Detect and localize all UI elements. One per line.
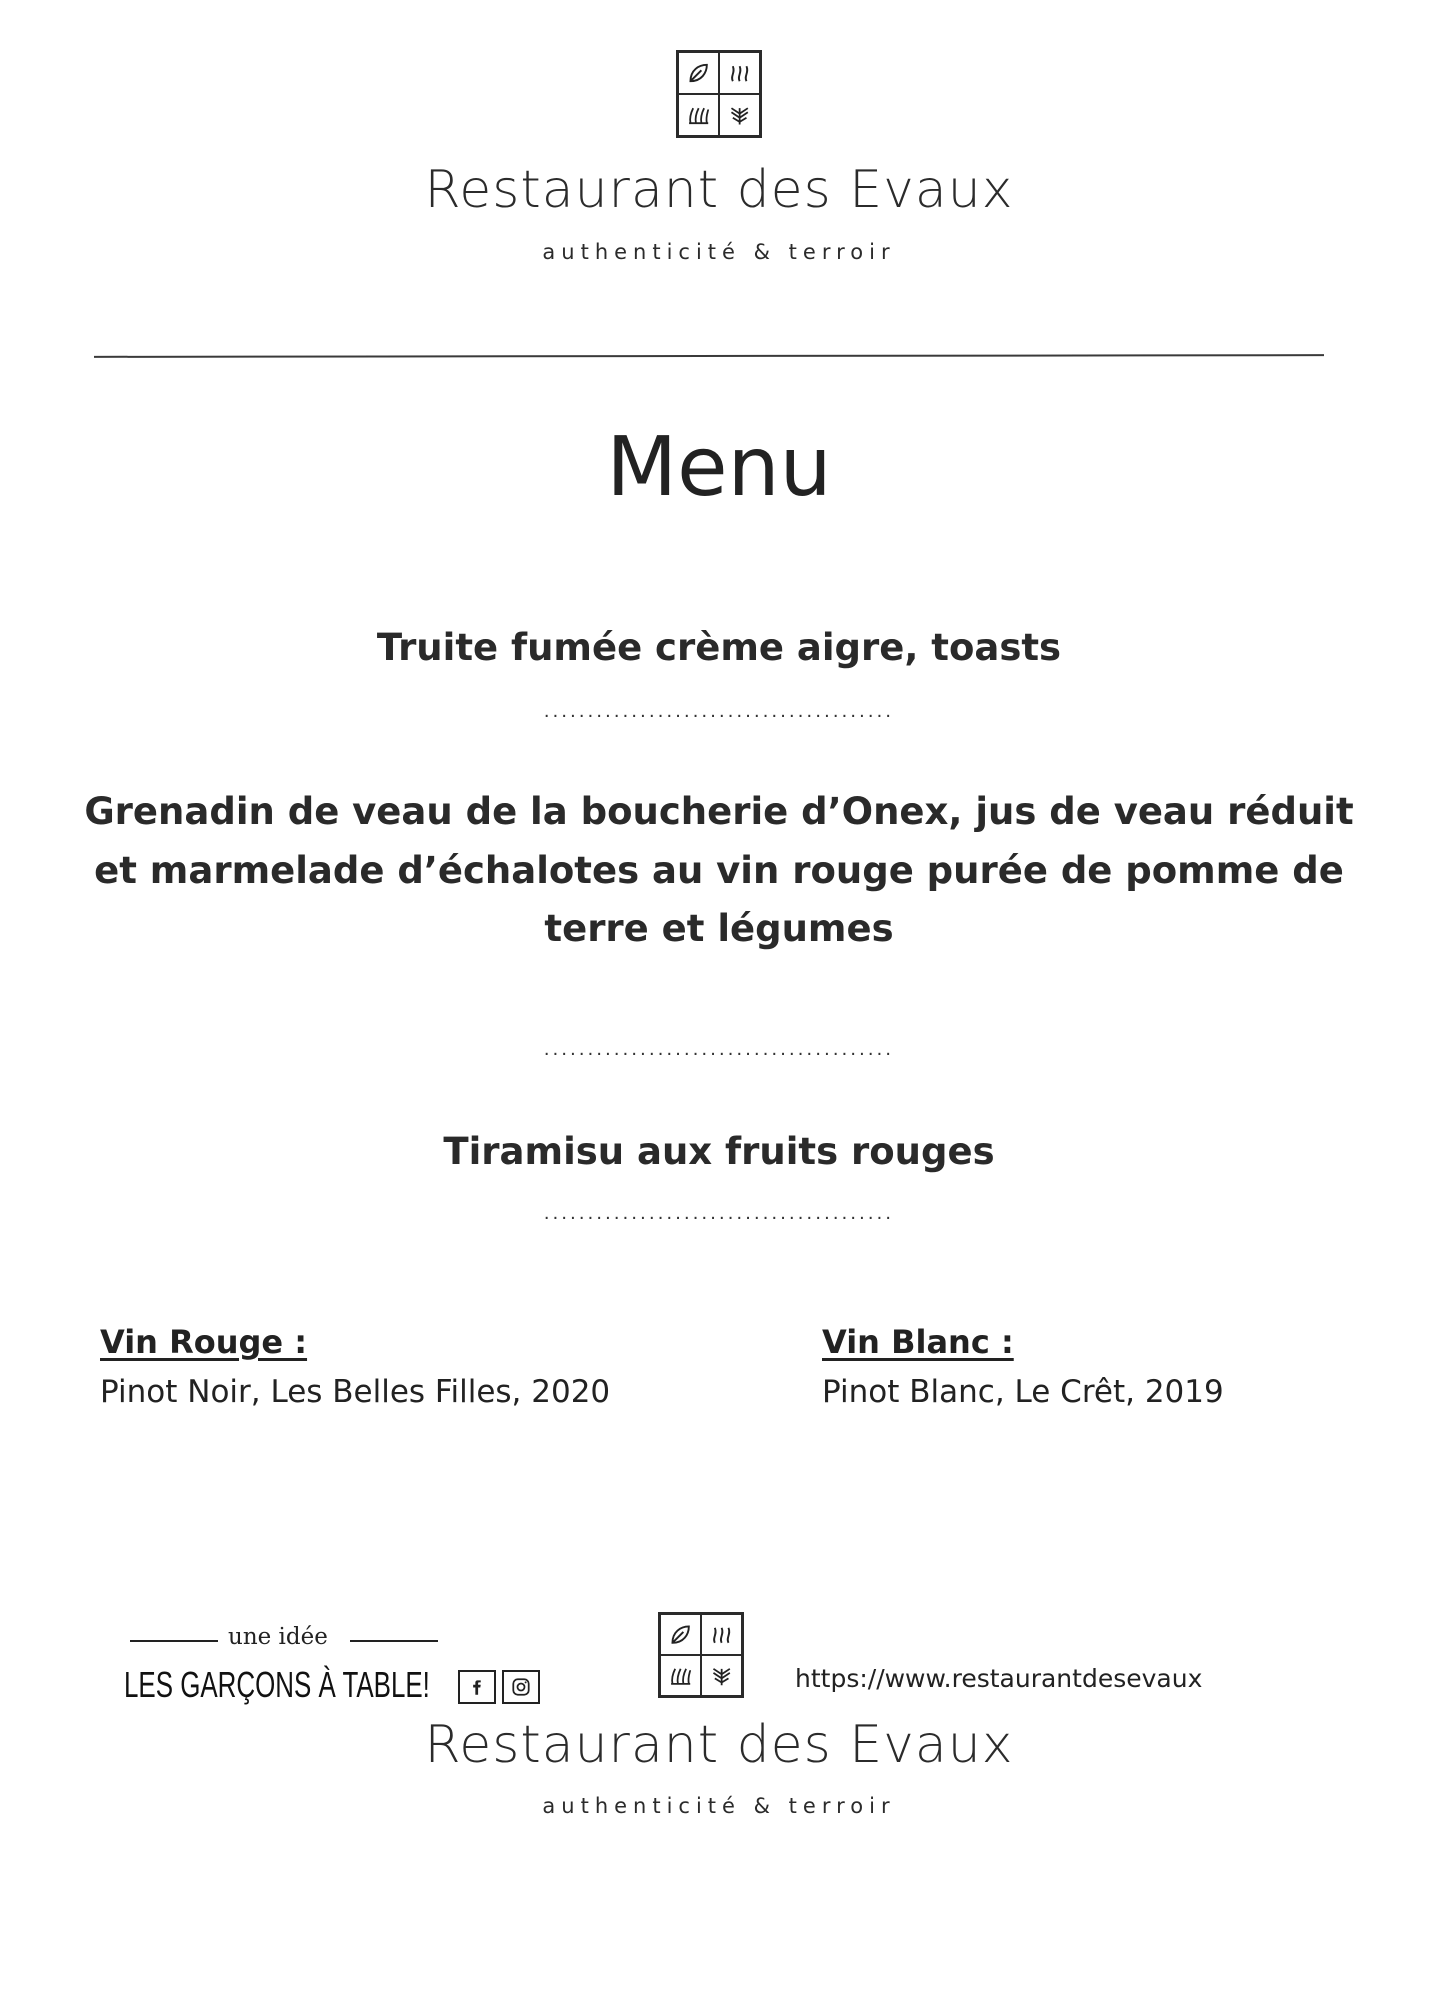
course-main-line-1: Grenadin de veau de la boucherie d’Onex, jus de veau réduit <box>84 790 1354 833</box>
wheat-icon <box>678 94 719 136</box>
header-tagline: authenticité & terroir <box>542 240 896 264</box>
header-divider <box>94 354 1324 358</box>
separator: ........................................ <box>543 1202 895 1224</box>
white-wine-heading: Vin Blanc : <box>822 1323 1014 1361</box>
idea-label: une idée <box>228 1624 328 1650</box>
grass-icon <box>719 94 760 136</box>
red-wine-heading: Vin Rouge : <box>100 1323 308 1361</box>
separator: ........................................ <box>543 700 895 722</box>
menu-title: Menu <box>606 420 832 515</box>
footer-tagline: authenticité & terroir <box>542 1794 896 1818</box>
partner-name: LES GARÇONS À TABLE! <box>124 1664 430 1705</box>
website-link[interactable]: https://www.restaurantdesevaux <box>795 1664 1203 1693</box>
header-brand: Restaurant des Evaux <box>424 160 1014 220</box>
instagram-icon[interactable] <box>502 1670 540 1704</box>
leaf-icon <box>660 1614 701 1655</box>
steam-icon <box>719 52 760 94</box>
course-starter: Truite fumée crème aigre, toasts <box>376 626 1062 669</box>
steam-icon <box>701 1614 742 1655</box>
facebook-icon[interactable] <box>458 1670 496 1704</box>
wheat-icon <box>660 1655 701 1696</box>
restaurant-logo <box>676 50 762 138</box>
course-dessert: Tiramisu aux fruits rouges <box>443 1130 995 1173</box>
course-main-line-3: terre et légumes <box>544 907 894 950</box>
footer-logo <box>658 1612 744 1698</box>
idea-divider-right <box>350 1640 438 1642</box>
separator: ........................................ <box>543 1038 895 1060</box>
course-main-line-2: et marmelade d’échalotes au vin rouge purée de pomme de <box>94 849 1344 892</box>
grass-icon <box>701 1655 742 1696</box>
leaf-icon <box>678 52 719 94</box>
white-wine-name: Pinot Blanc, Le Crêt, 2019 <box>822 1374 1224 1410</box>
footer-brand: Restaurant des Evaux <box>424 1715 1014 1775</box>
red-wine-name: Pinot Noir, Les Belles Filles, 2020 <box>100 1374 611 1410</box>
idea-divider-left <box>130 1640 218 1642</box>
